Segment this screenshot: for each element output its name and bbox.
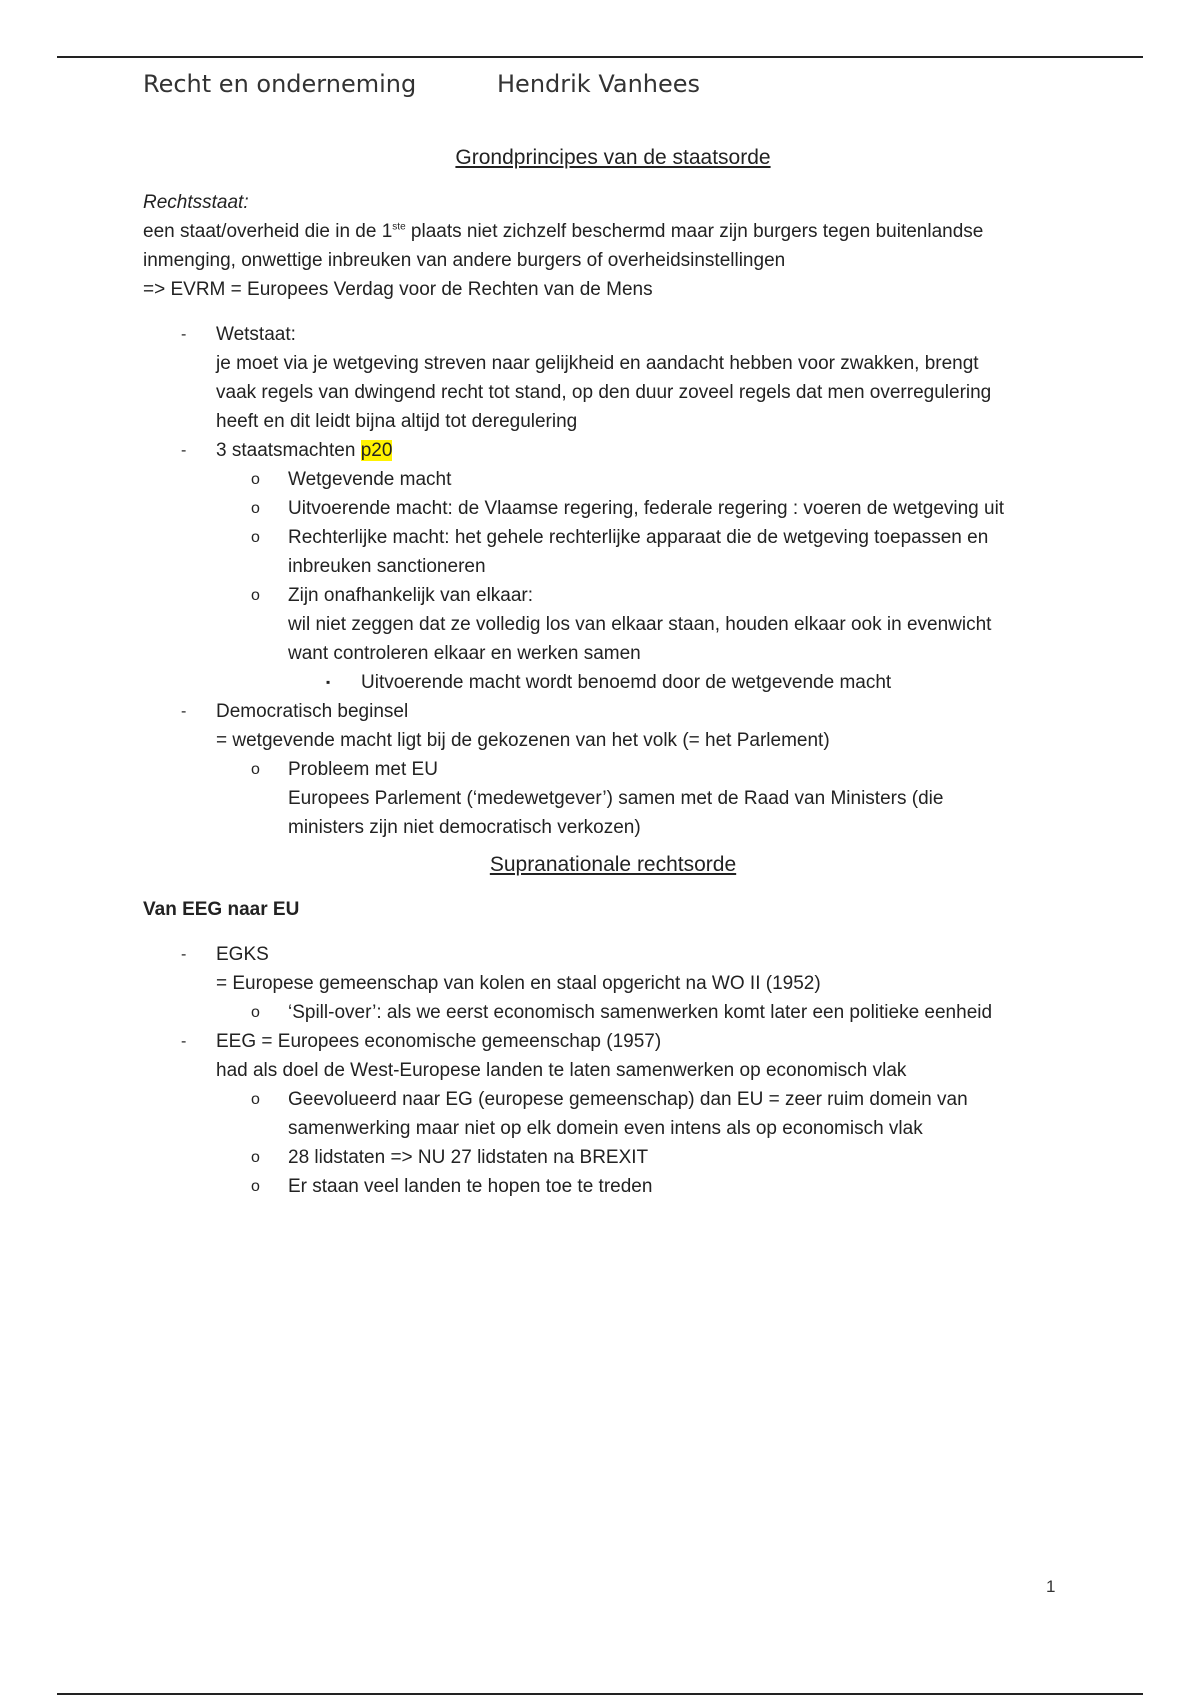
eeg-label: EEG = Europees economische gemeenschap (1957): [216, 1031, 662, 1052]
benoemd-text: Uitvoerende macht wordt benoemd door de wetgevende macht: [361, 672, 892, 693]
circle-bullet: o: [251, 587, 260, 604]
circle-bullet: o: [251, 500, 260, 517]
dash-bullet: -: [181, 703, 187, 720]
probleem-text-2: ministers zijn niet democratisch verkozen): [288, 817, 641, 838]
list-item-spill-over: [143, 998, 1083, 1027]
circle-bullet: o: [251, 1091, 260, 1108]
rechterlijk-text-1: Rechterlijke macht: het gehele rechterlijke apparaat die de wetgeving toepassen en: [288, 527, 989, 548]
democratisch-label: Democratisch beginsel: [216, 701, 409, 722]
dash-bullet: -: [181, 326, 187, 343]
document-body: [143, 143, 1083, 1201]
lidstaten-text: 28 lidstaten => NU 27 lidstaten na BREXIT: [288, 1147, 649, 1168]
egks-label: EGKS: [216, 944, 269, 965]
list-item-egks: [143, 940, 1083, 969]
onafhankelijk-text-2: want controleren elkaar en werken samen: [288, 643, 641, 664]
geevolueerd-text-1: Geevolueerd naar EG (europese gemeenschap) dan EU = zeer ruim domein van: [288, 1089, 968, 1110]
circle-bullet: o: [251, 1178, 260, 1195]
wetstaat-label: Wetstaat:: [216, 324, 296, 345]
list-item-probleem: [143, 755, 1083, 784]
course-title: Recht en onderneming: [143, 70, 417, 98]
rechtsstaat-label: Rechtsstaat:: [143, 192, 249, 213]
onafhankelijk-text-1: wil niet zeggen dat ze volledig los van elkaar staan, houden elkaar ook in evenwicht: [288, 614, 992, 635]
bottom-rule: [57, 1693, 1143, 1695]
wetstaat-text-2: vaak regels van dwingend recht tot stand, op den duur zoveel regels dat men overregulering: [216, 382, 992, 403]
uitvoerend-text: Uitvoerende macht: de Vlaamse regering, federale regering : voeren de wetgeving uit: [288, 498, 1005, 519]
probleem-text-1: Europees Parlement (‘medewetgever’) samen met de Raad van Ministers (die: [288, 788, 944, 809]
def-text-a: een staat/overheid die in de 1: [143, 221, 393, 242]
list-item-toetreden: [143, 1172, 1083, 1201]
onafhankelijk-label: Zijn onafhankelijk van elkaar:: [288, 585, 534, 606]
staatsmachten-label: 3 staatsmachten: [216, 440, 361, 461]
list-item-rechterlijk: [143, 523, 1083, 552]
list-item-lidstaten: [143, 1143, 1083, 1172]
def-superscript: ste: [392, 221, 406, 233]
circle-bullet: o: [251, 1149, 260, 1166]
egks-text: = Europese gemeenschap van kolen en staal opgericht na WO II (1952): [216, 973, 821, 994]
circle-bullet: o: [251, 761, 260, 778]
subheading-eeg-eu: Van EEG naar EU: [143, 899, 300, 920]
list-item-uitvoerend: [143, 494, 1083, 523]
list-item-geevolueerd: [143, 1085, 1083, 1114]
wetstaat-text-1: je moet via je wetgeving streven naar gelijkheid en aandacht hebben voor zwakken, brengt: [216, 353, 979, 374]
spill-over-text: ‘Spill-over’: als we eerst economisch samenwerken komt later een politieke eenheid: [288, 1002, 993, 1023]
list-item-democratisch: [143, 697, 1083, 726]
rechterlijk-text-2: inbreuken sanctioneren: [288, 556, 486, 577]
def-text-b: plaats niet zichzelf beschermd maar zijn burgers tegen buitenlandse: [405, 221, 984, 242]
probleem-label: Probleem met EU: [288, 759, 438, 780]
democratisch-text: = wetgevende macht ligt bij de gekozenen van het volk (= het Parlement): [216, 730, 830, 751]
list-item-eeg: [143, 1027, 1083, 1056]
list-item-staatsmachten: [143, 436, 1083, 465]
dash-bullet: -: [181, 442, 187, 459]
toetreden-text: Er staan veel landen te hopen toe te treden: [288, 1176, 653, 1197]
circle-bullet: o: [251, 1004, 260, 1021]
wetgevend-text: Wetgevende macht: [288, 469, 452, 490]
section-title-grondprincipes: Grondprincipes van de staatsorde: [455, 146, 771, 169]
wetstaat-text-3: heeft en dit leidt bijna altijd tot deregulering: [216, 411, 578, 432]
rechtsstaat-definition-line2: inmenging, onwettige inbreuken van andere burgers of overheidsinstellingen: [143, 250, 786, 271]
page-header: [143, 70, 701, 98]
square-bullet: ▪: [326, 675, 331, 689]
geevolueerd-text-2: samenwerking maar niet op elk domein even intens als op economisch vlak: [288, 1118, 923, 1139]
dash-bullet: -: [181, 1033, 187, 1050]
page-reference-highlight: p20: [360, 440, 393, 461]
page-number: 1: [1046, 1577, 1056, 1596]
circle-bullet: o: [251, 529, 260, 546]
circle-bullet: o: [251, 471, 260, 488]
eeg-text: had als doel de West-Europese landen te laten samenwerken op economisch vlak: [216, 1060, 907, 1081]
evrm-line: => EVRM = Europees Verdag voor de Rechten van de Mens: [143, 279, 653, 300]
rechtsstaat-definition-line1: [143, 217, 1083, 246]
list-item-wetstaat: [143, 320, 1083, 349]
list-item-benoemd: [143, 668, 1083, 697]
list-item-wetgevend: [143, 465, 1083, 494]
author-name: Hendrik Vanhees: [497, 70, 701, 98]
list-item-onafhankelijk: [143, 581, 1083, 610]
top-rule: [57, 56, 1143, 58]
dash-bullet: -: [181, 946, 187, 963]
section-title-supranationaal: Supranationale rechtsorde: [489, 853, 737, 876]
